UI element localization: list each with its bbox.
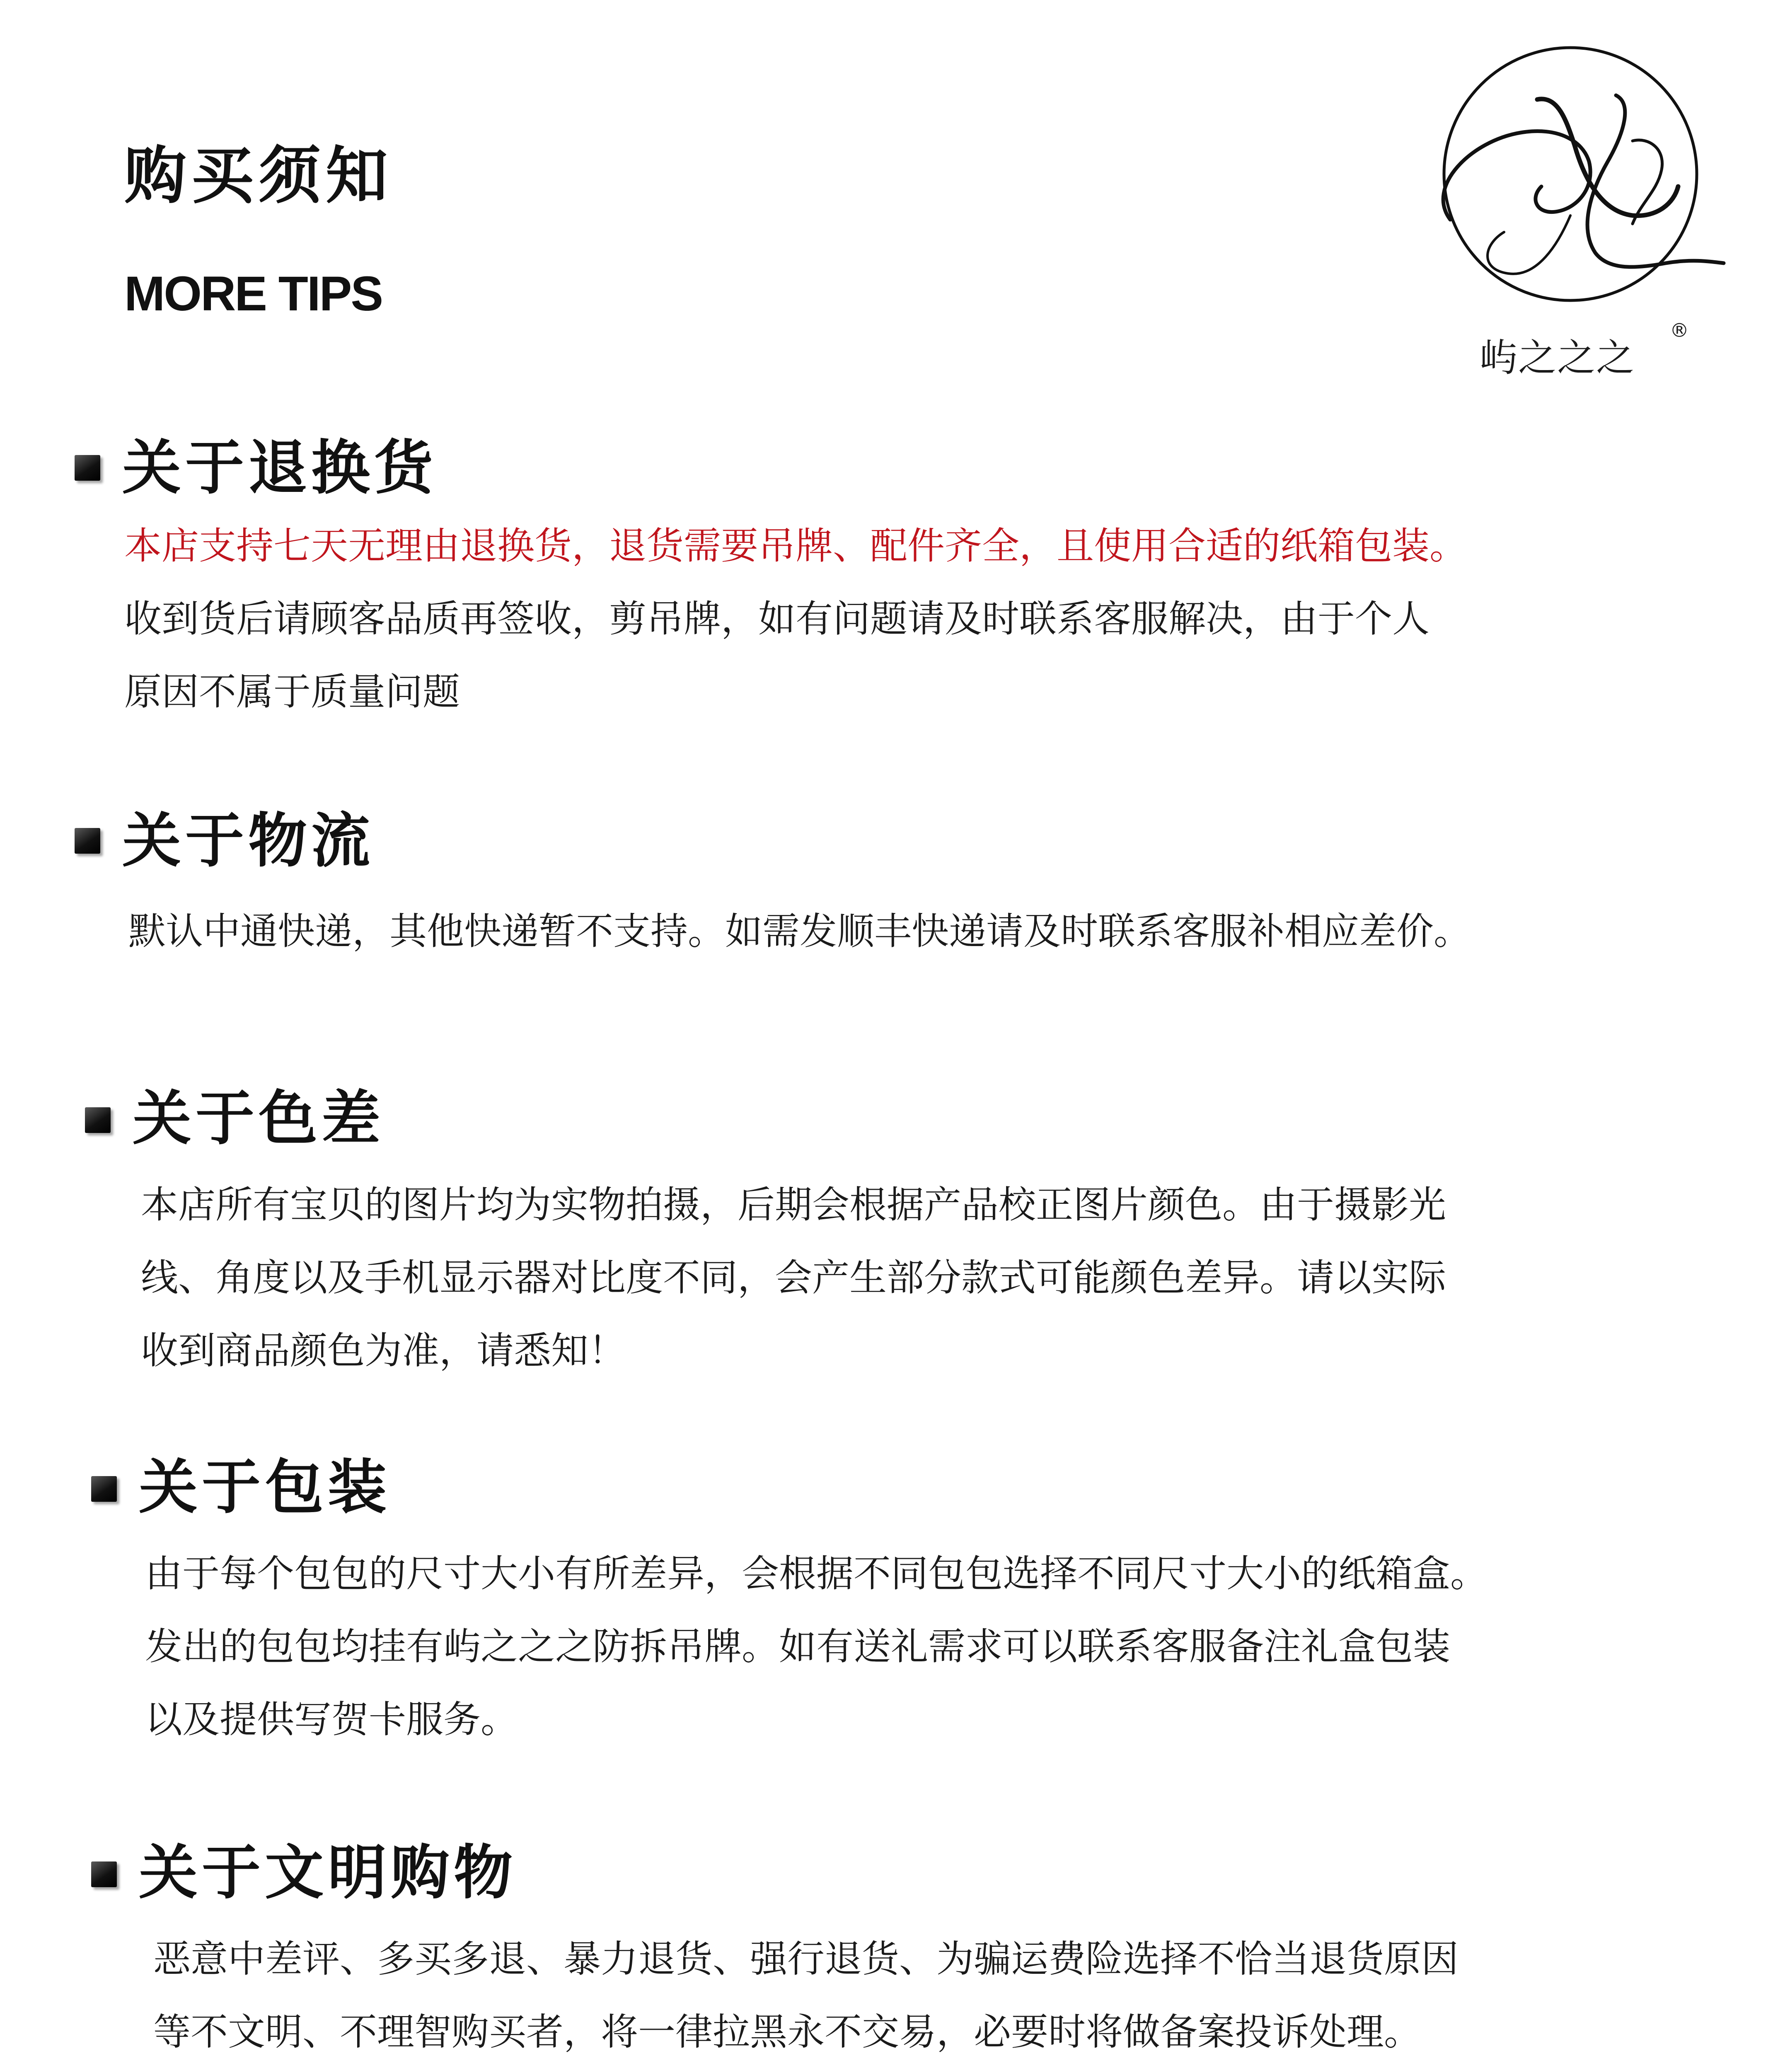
square-bullet-icon [75, 828, 100, 854]
section-heading: 关于物流 [122, 807, 374, 875]
brand-name: 屿之之之 [1479, 336, 1635, 380]
section-line: 恶意中差评、多买多退、暴力退货、强行退货、为骗运费险选择不恰当退货原因 [153, 1937, 1459, 1981]
section-line: 由于每个包包的尺寸大小有所差异，会根据不同包包选择不同尺寸大小的纸箱盒。 [145, 1552, 1488, 1595]
registered-mark: ® [1670, 319, 1689, 341]
script-y-monogram-icon [1401, 37, 1740, 344]
section-line: 本店所有宝贝的图片均为实物拍摄，后期会根据产品校正图片颜色。由于摄影光 [141, 1183, 1446, 1227]
section-returns [75, 434, 1732, 714]
section-packaging [91, 1453, 1749, 1741]
section-civilized-shopping [91, 1839, 1749, 2054]
page-title: 购买须知 [124, 140, 393, 212]
section-line: 原因不属于质量问题 [124, 670, 460, 714]
section-heading: 关于包装 [139, 1453, 391, 1522]
brand-logo [1401, 37, 1740, 394]
section-line: 等不文明、不理智购买者，将一律拉黑永不交易，必要时将做备案投诉处理。 [153, 2010, 1421, 2054]
section-color-difference [85, 1084, 1742, 1372]
square-bullet-icon [91, 1476, 117, 1502]
section-heading: 关于文明购物 [139, 1839, 517, 1907]
section-line: 默认中通快递，其他快递暂不支持。如需发顺丰快递请及时联系客服补相应差价。 [128, 910, 1471, 953]
section-line: 收到货后请顾客品质再签收，剪吊牌，如有问题请及时联系客服解决，由于个人 [124, 597, 1430, 641]
square-bullet-icon [75, 455, 100, 481]
section-line: 以及提供写贺卡服务。 [145, 1698, 518, 1741]
section-line: 线、角度以及手机显示器对比度不同，会产生部分款式可能颜色差异。请以实际 [141, 1256, 1446, 1300]
section-logistics [75, 807, 1732, 953]
section-heading: 关于退换货 [122, 434, 437, 502]
section-line: 收到商品颜色为准，请悉知！ [141, 1329, 626, 1372]
page-subtitle: MORE TIPS [124, 266, 382, 321]
square-bullet-icon [91, 1861, 117, 1887]
section-line: 本店支持七天无理由退换货，退货需要吊牌、配件齐全，且使用合适的纸箱包装。 [124, 524, 1467, 568]
section-heading: 关于色差 [133, 1084, 385, 1153]
section-line: 发出的包包均挂有屿之之之防拆吊牌。如有送礼需求可以联系客服备注礼盒包装 [145, 1625, 1450, 1668]
square-bullet-icon [85, 1107, 111, 1133]
